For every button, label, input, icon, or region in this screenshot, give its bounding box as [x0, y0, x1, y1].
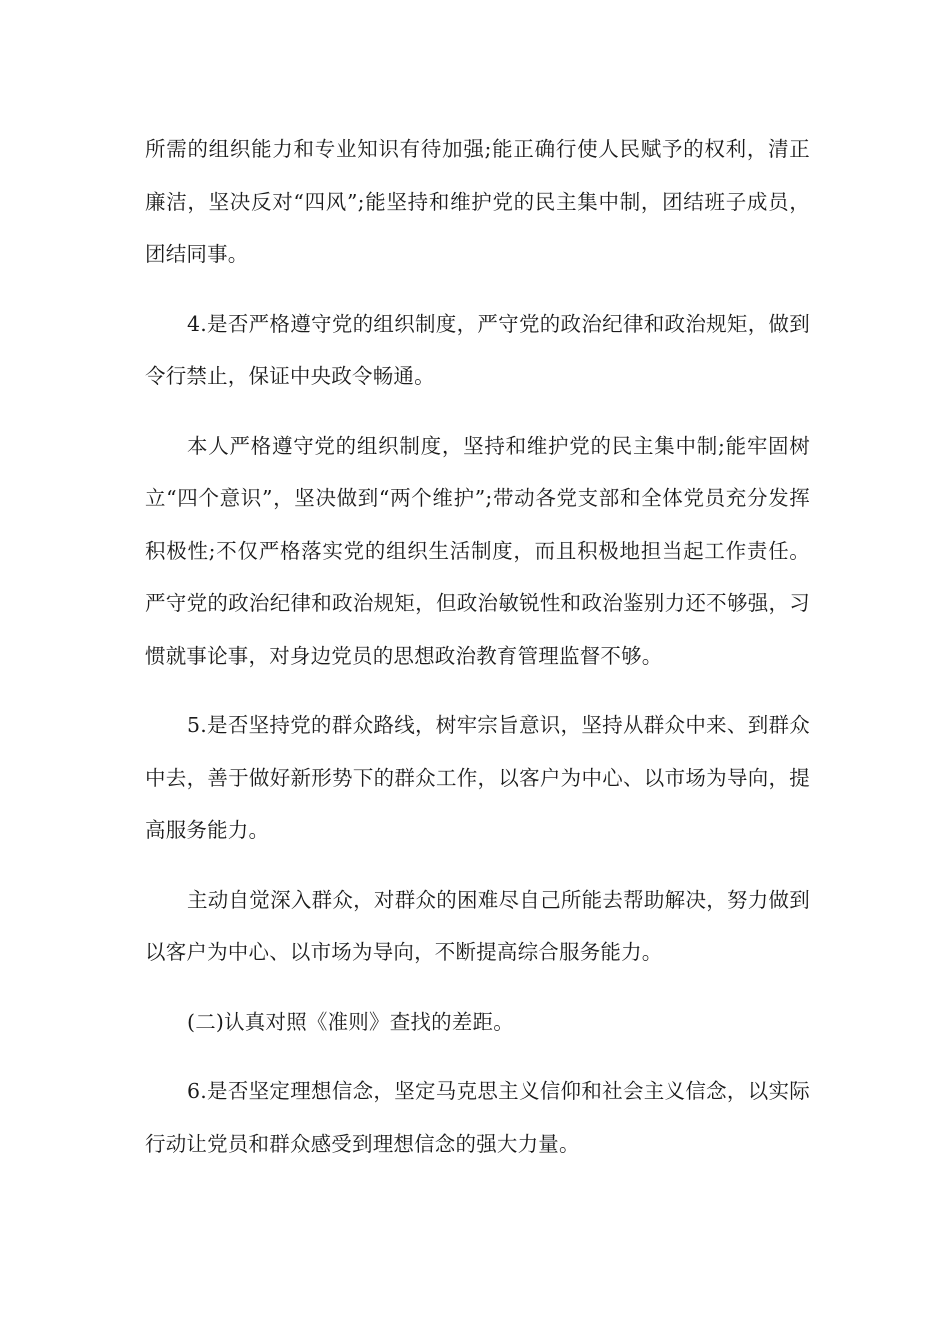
paragraph-item-6: 6.是否坚定理想信念，坚定马克思主义信仰和社会主义信念，以实际行动让党员和群众感受到理想信念的强大力量。 — [145, 1079, 810, 1156]
paragraph-item-4: 4.是否严格遵守党的组织制度，严守党的政治纪律和政治规矩，做到令行禁止，保证中央政令畅通。 — [145, 311, 810, 388]
paragraph-item-4-response: 本人严格遵守党的组织制度，坚持和维护党的民主集中制;能牢固树立“四个意识”，坚决做到“两个维护”;带动各党支部和全体党员充分发挥积极性;不仅严格落实党的组织生活制度，而且积极地担当起工作责任。严守党的政治纪律和政治规矩，但政治敏锐性和政治鉴别力还不够强，习惯就事论事，对身边党员的思想政治教育管理监督不够。 — [145, 433, 810, 668]
section-heading: (二)认真对照《准则》查找的差距。 — [187, 1009, 514, 1034]
document-body — [145, 123, 810, 1187]
paragraph-item-5: 5.是否坚持党的群众路线，树牢宗旨意识，坚持从群众中来、到群众中去，善于做好新形势下的群众工作，以客户为中心、以市场为导向，提高服务能力。 — [145, 713, 810, 842]
paragraph-continuation: 所需的组织能力和专业知识有待加强;能正确行使人民赋予的权利，清正廉洁，坚决反对“四风”;能坚持和维护党的民主集中制，团结班子成员，团结同事。 — [145, 137, 810, 266]
paragraph-item-5-response: 主动自觉深入群众，对群众的困难尽自己所能去帮助解决，努力做到以客户为中心、以市场为导向，不断提高综合服务能力。 — [145, 887, 810, 964]
